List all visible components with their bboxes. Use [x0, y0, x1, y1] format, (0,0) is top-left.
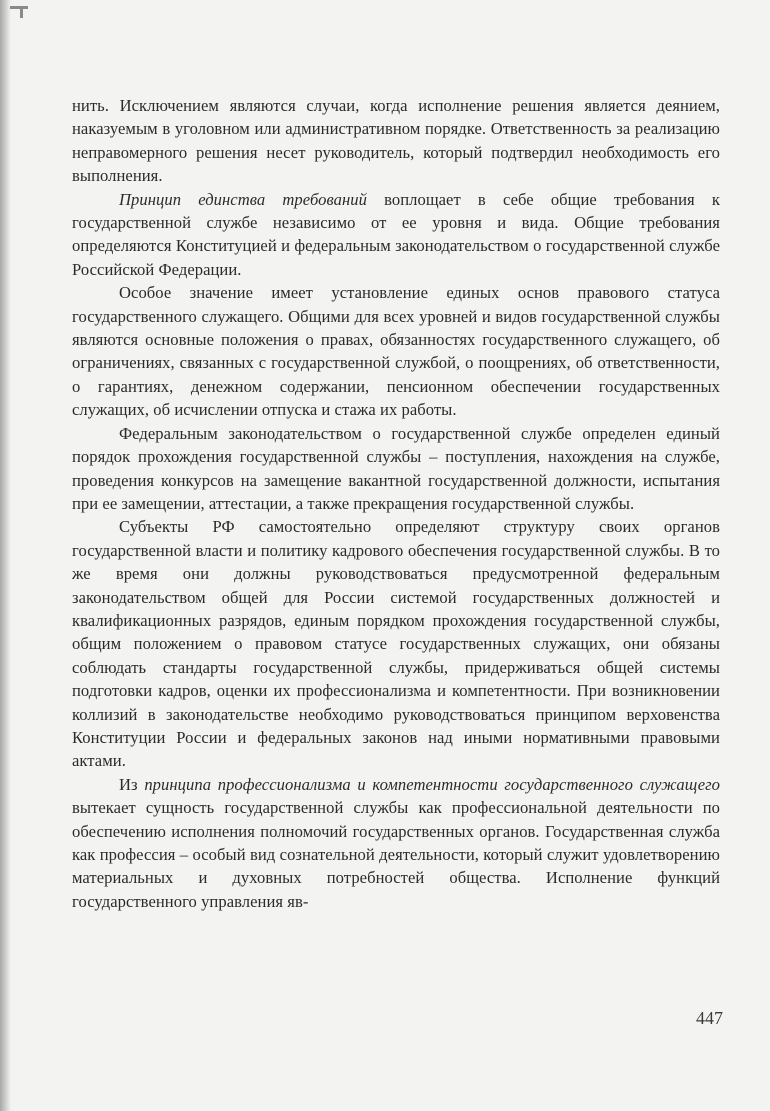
paragraph-6-text: вытекает сущность государственной службы как профессиональной деятельности по обеспечению исполнения полномочий государственных органов. Государственная служба как профессия – особый вид сознательной деятельности, который служит удовлетворению материальных и духовных потребностей общества. Исполнение функций государственного управления яв- [72, 798, 720, 911]
paragraph-1-continuation: нить. Исключением являются случаи, когда исполнение решения является деянием, наказуемым в уголовном или административном порядке. Ответственность за реализацию неправомерного решения несет руководитель, который подтвердил необходимость его выполнения. [72, 96, 720, 186]
paragraph-6-lead: Из [119, 774, 145, 794]
scan-corner-mark-stem [20, 6, 23, 18]
paragraph-4: Федеральным законодательством о государственной службе определен единый порядок прохождения государственной службы – поступления, нахождения на службе, проведения конкурсов на замещение вакантной государственной должности, испытания при ее замещении, аттестации, а также прекращения государственной службы. [72, 423, 720, 513]
scan-corner-mark [10, 6, 28, 9]
paragraph-2-term: Принцип единства требований [119, 189, 367, 209]
paragraph-5: Субъекты РФ самостоятельно определяют структуру своих органов государственной власти и политику кадрового обеспечения государственной службы. В то же время они должны руководствоваться предусмотренной федеральным законодательством общей для России системой государственных должностей и квалификационных разрядов, единым порядком прохождения государственной службы, общим положением о правовом статусе государственных служащих, они обязаны соблюдать стандарты государственной службы, придерживаться общей системы подготовки кадров, оценки их профессионализма и компетентности. При возникновении коллизий в законодательстве необходимо руководствоваться принципом верховенства Конституции России и федеральных законов над иными нормативными правовыми актами. [72, 517, 720, 771]
paragraph-6-term: принципа профессионализма и компетентности государственного служащего [144, 774, 720, 794]
paragraph-6 [72, 773, 720, 913]
paragraph-2-text: воплощает в себе общие требования к государственной службе независимо от ее уровня и вида. Общие требования определяются Конституцией и федеральным законодательством о государственной службе Российской Федерации. [72, 189, 720, 279]
paragraph-3: Особое значение имеет установление единых основ правового статуса государственного служащего. Общими для всех уровней и видов государственной службы являются основные положения о правах, обязанностях государственного служащего, об ограничениях, связанных с государственной службой, о поощрениях, об ответственности, о гарантиях, денежном содержании, пенсионном обеспечении государственных служащих, об исчислении отпуска и стажа их работы. [72, 283, 720, 420]
body-text [72, 94, 720, 913]
paragraph-2 [72, 188, 720, 282]
page-number: 447 [696, 1008, 723, 1028]
binding-shadow [0, 0, 11, 1111]
